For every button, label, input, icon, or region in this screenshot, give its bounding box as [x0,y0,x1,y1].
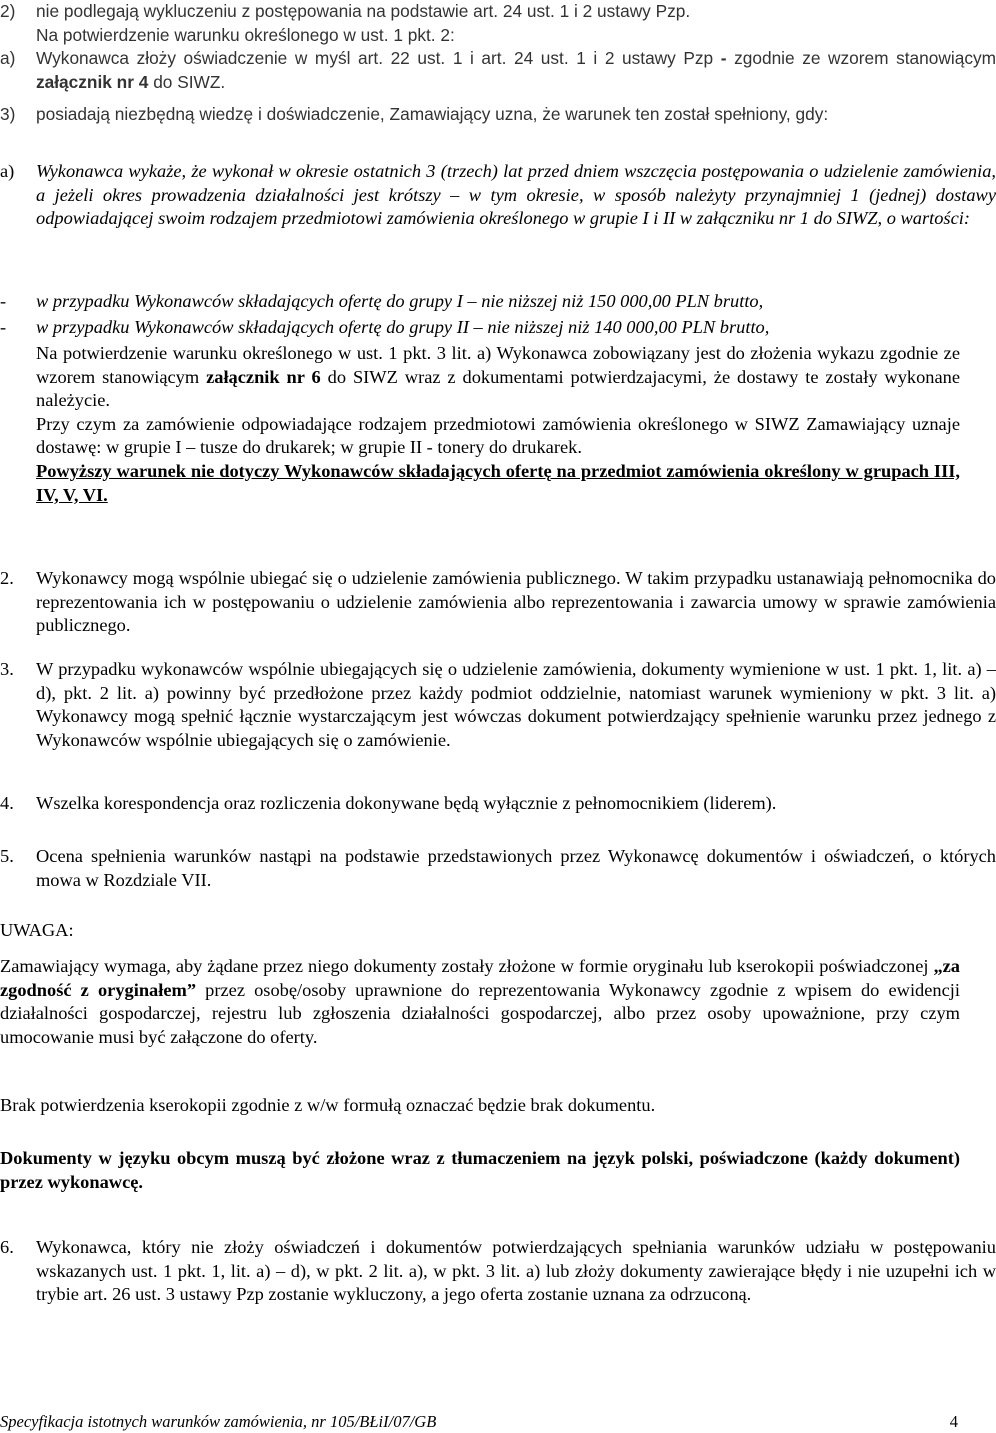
numbered-item-5 [0,845,996,892]
paragraph: Wykonawcy mogą wspólnie ubiegać się o udzielenie zamówienia publicznego. W takim przypadku ustanawiają pełnomocnika do reprezentowania ich w postępowaniu o udzielenie zamówienia albo reprezentowania i zawarcia umowy w sprawie zamówienia publicznego. [36,568,996,636]
bold-text: załącznik nr 4 [36,71,149,92]
page-footer [0,1412,960,1432]
item-marker: a) [0,161,15,181]
brak-paragraph: Brak potwierdzenia kserokopii zgodnie z w/w formułą oznaczać będzie brak dokumentu. [0,1095,656,1115]
text-run: Zamawiający wymaga, aby żądane przez niego dokumenty zostały złożone w formie oryginału lub kserokopii poświadczonej [0,956,934,976]
paragraph: W przypadku wykonawców wspólnie ubiegających się o udzielenie zamówienia, dokumenty wymienione w ust. 1 pkt. 1, lit. a) – d), pkt. 2 lit. a) powinny być przedłożone przez każdy podmiot oddzielnie, natomiast warunek wymieniony w pkt. 3 lit. a) Wykonawcy mogą spełnić łącznie wystarczającym jest wówczas dokument potwierdzający spełnienie warunku przez jednego z Wykonawców wspólnie ubiegających się o zamówienie. [36,659,996,750]
dash-marker: - [0,291,7,311]
bold-text: „za zgodność z oryginałem” [0,956,960,1000]
italic-text: Wykonawca wykaże, że wykonał w okresie ostatnich 3 (trzech) lat przed dniem wszczęcia postępowania o udzielenie zamówienia, a jeżeli okres prowadzenia działalności jest krótszy – w tym okresie, w sposób należyty przynajmniej 1 (jednej) dostawy odpowiadającej swoim rodzajem przedmiotowi zamówienia określonego w grupie I i II w załączniku nr 1 do SIWZ, o wartości: [36,161,996,229]
paragraph [36,290,996,314]
italic-text: w przypadku Wykonawców składających ofertę do grupy I – nie niższej niż 150 000,00 PLN brutto, [36,291,764,311]
uwaga-heading: UWAGA: [0,920,74,940]
paragraph [36,47,996,94]
paragraph: Wykonawca, który nie złoży oświadczeń i dokumentów potwierdzających spełniania warunków udziału w postępowaniu wskazanych ust. 1 pkt. 1, lit. a) – d), w pkt. 2 lit. a), w pkt. 3 lit. a) lub złoży dokumenty zawierające błędy i nie uzupełni ich w trybie art. 26 ust. 3 ustawy Pzp zostanie wykluczony, a jego oferta zostanie uznana za odrzuconą. [36,1237,996,1305]
text-run: Wykonawca złoży oświadczenie w myśl art. 22 ust. 1 i art. 24 ust. 1 i 2 ustawy Pzp [36,48,714,68]
paragraph: Przy czym za zamówienie odpowiadające rodzajem przedmiotowi zamówienia określonego w SIWZ Zamawiający uznaje dostawę: w grupie I – tusze do drukarek; w grupie II - tonery do drukarek. [36,413,960,458]
numbered-item-3 [0,658,996,752]
paragraph: Wszelka korespondencja oraz rozliczenia dokonywane będą wyłącznie z pełnomocnikiem (liderem). [36,793,777,813]
bold-text: - [713,48,735,68]
sub-item-a [0,47,996,94]
uwaga-body [0,955,960,1049]
text-run: przez osobę/osoby uprawnione do reprezentowania Wykonawcy zgodnie z wpisem do ewidencji działalności gospodarczej, rejestru lub zgłoszenia działalności gospodarczej, albo przez osoby upoważnione, przy czym umocowanie musi być załączone do oferty. [0,979,960,1047]
paragraph [36,160,996,231]
item-marker: 2) [0,1,16,21]
section-item-2 [0,0,996,47]
text-run: zgodnie ze wzorem stanowiącym [734,48,996,68]
dash-item-group-2 [0,316,996,340]
confirm-block [0,342,960,507]
item-number: 6. [0,1237,14,1257]
footer-text: Specyfikacja istotnych warunków zamówienia, nr 105/BŁiI/07/GB [0,1412,437,1431]
paragraph: Ocena spełnienia warunków nastąpi na podstawie przedstawionych przez Wykonawcę dokumentów i oświadczeń, o których mowa w Rozdziale VII. [36,846,996,890]
bold-text: załącznik nr 6 [206,366,321,387]
item-marker: a) [0,48,16,68]
text-run: do SIWZ. [148,71,226,92]
item-number: 4. [0,793,14,813]
italic-text: w przypadku Wykonawców składających ofertę do grupy II – nie niższej niż 140 000,00 PLN brutto, [36,317,770,337]
numbered-item-4 [0,792,996,816]
dokumenty-paragraph [0,1147,960,1194]
numbered-item-2 [0,567,996,638]
item-number: 2. [0,568,14,588]
section-item-3 [0,103,996,127]
dash-item-group-1 [0,290,996,314]
paragraph: nie podlegają wykluczeniu z postępowania na podstawie art. 24 ust. 1 i 2 ustawy Pzp. [36,1,691,21]
paragraph [0,955,960,1049]
item-number: 5. [0,846,14,866]
paragraph [36,460,960,507]
item-marker: 3) [0,104,16,124]
bold-text: Dokumenty w języku obcym muszą być złożone wraz z tłumaczeniem na język polski, poświadczone (każdy dokument) przez wykonawcę. [0,1148,960,1192]
sub-item-a-italic [0,160,996,231]
text-run: do SIWZ wraz z dokumentami potwierdzajacymi, że dostawy te zostały wykonane należycie. [36,366,961,411]
numbered-item-6 [0,1236,996,1307]
underlined-bold-text: Powyższy warunek nie dotyczy Wykonawców składających ofertę na przedmiot zamówienia określony w grupach III, IV, V, VI. [36,460,960,505]
text-run: Na potwierdzenie warunku określonego w ust. 1 pkt. 3 lit. a) Wykonawca zobowiązany jest do złożenia wykazu zgodnie ze wzorem stanowiącym [36,343,960,387]
paragraph: Na potwierdzenie warunku określonego w ust. 1 pkt. 2: [36,24,455,45]
page-number: 4 [949,1412,958,1431]
paragraph [36,342,960,413]
item-number: 3. [0,659,14,679]
paragraph [36,316,996,340]
dash-marker: - [0,317,7,337]
paragraph: posiadają niezbędną wiedzę i doświadczenie, Zamawiający uzna, że warunek ten został spełniony, gdy: [36,104,829,124]
